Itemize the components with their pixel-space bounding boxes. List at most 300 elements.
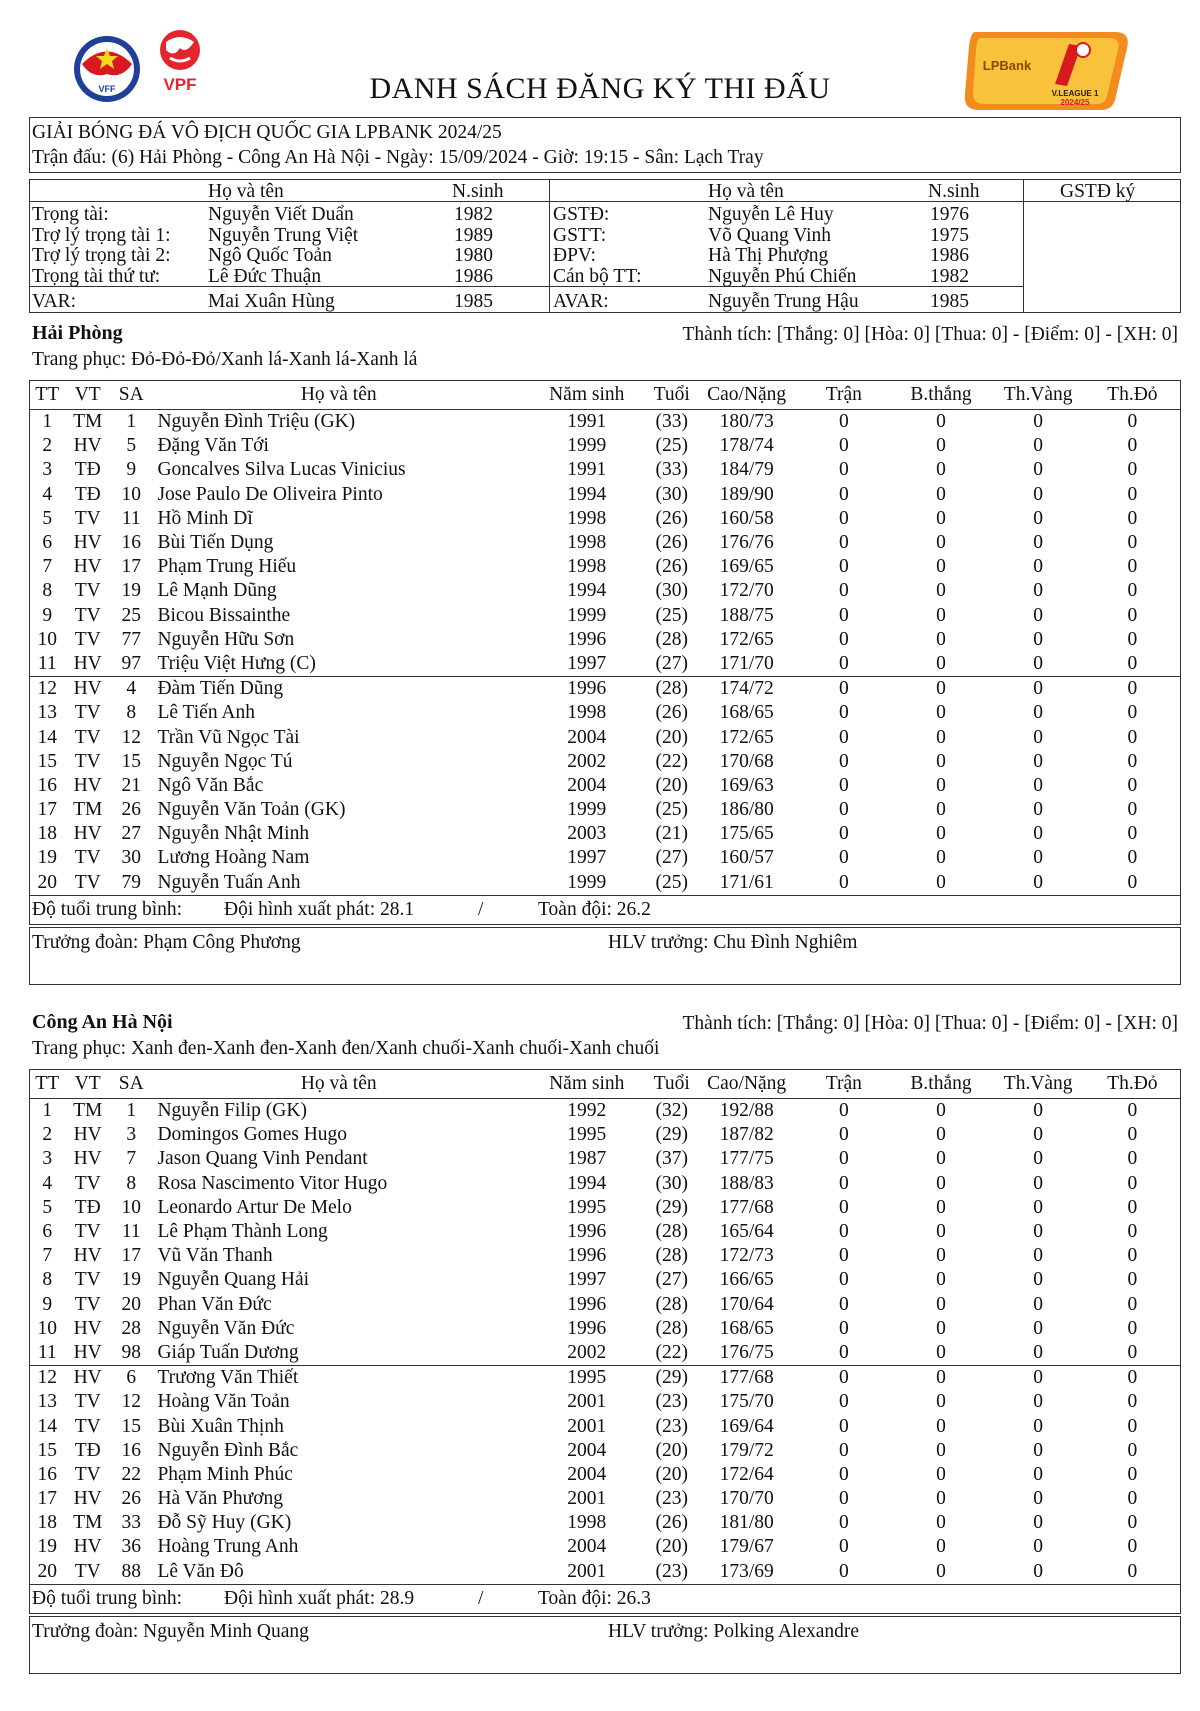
player-red-cards: 0	[1127, 1391, 1138, 1413]
player-player-name: Nguyễn Filip (GK)	[151, 1099, 526, 1124]
player-shirt-number: 20	[121, 1293, 141, 1315]
player-red-cards: 0	[1127, 774, 1138, 796]
player-goals: 0	[936, 652, 946, 674]
player-shirt-number: 17	[121, 556, 141, 578]
player-goals: 0	[936, 507, 946, 529]
player-height-weight: 172/70	[719, 580, 774, 602]
avar-born: 1985	[930, 291, 969, 312]
player-shirt-number: 22	[121, 1463, 141, 1485]
roster-header-row	[30, 1070, 1180, 1099]
player-player-name: Bicou Bissainthe	[157, 604, 291, 626]
player-tt: 15	[37, 1439, 57, 1461]
player-height-weight: 177/75	[719, 1148, 774, 1170]
player-birth-year: 2004	[567, 726, 607, 748]
player-matches: 0	[797, 410, 890, 435]
player-row	[30, 1293, 1180, 1317]
player-age: (25)	[655, 799, 688, 821]
player-shirt-number: 8	[126, 1172, 137, 1194]
player-red-cards: 0	[1085, 1099, 1180, 1124]
official-name: Võ Quang Vinh	[708, 224, 832, 246]
player-shirt-number: 36	[121, 1536, 141, 1558]
player-position: HV	[73, 1341, 102, 1363]
player-goals: 0	[936, 823, 946, 845]
player-player-name: Lê Phạm Thành Long	[157, 1221, 328, 1243]
player-position: HV	[73, 1124, 102, 1146]
player-red-cards: 0	[1127, 1148, 1138, 1170]
player-birth-year: 2001	[567, 1488, 607, 1510]
player-position: HV	[73, 823, 102, 845]
player-tt: 16	[37, 1463, 57, 1485]
player-yellow-cards: 0	[1033, 604, 1044, 626]
player-player-name: Nguyễn Đình Bắc	[157, 1439, 299, 1461]
player-yellow-cards: 0	[1033, 1391, 1044, 1413]
player-birth-year: 1999	[567, 435, 607, 457]
player-matches: 0	[838, 1463, 849, 1485]
player-row	[30, 1244, 1180, 1268]
player-position: TV	[74, 702, 101, 724]
player-row	[30, 1317, 1180, 1341]
column-header-birth-year: Năm sinh	[549, 1073, 625, 1094]
player-goals: 0	[936, 435, 946, 457]
player-height-weight: 172/73	[719, 1245, 774, 1267]
player-red-cards: 0	[1127, 799, 1138, 821]
player-height-weight: 165/64	[719, 1221, 774, 1243]
player-red-cards: 0	[1127, 652, 1138, 674]
player-yellow-cards: 0	[1033, 726, 1044, 748]
match-details: Trận đấu: (6) Hải Phòng - Công An Hà Nội - Ngày: 15/09/2024 - Giờ: 19:15 - Sân: Lạch Tray	[32, 147, 764, 168]
player-goals: 0	[936, 556, 946, 578]
player-goals: 0	[936, 1391, 946, 1413]
player-goals: 0	[936, 580, 946, 602]
player-shirt-number: 5	[126, 435, 137, 457]
player-row	[30, 750, 1180, 774]
player-yellow-cards: 0	[1033, 1196, 1044, 1218]
player-tt: 11	[37, 1341, 57, 1363]
player-birth-year: 1994	[567, 1172, 607, 1194]
player-matches: 0	[838, 774, 849, 796]
player-birth-year: 1999	[567, 799, 607, 821]
player-matches: 0	[838, 580, 849, 602]
player-birth-year: 2003	[567, 823, 607, 845]
player-shirt-number: 15	[121, 1415, 141, 1437]
player-matches: 0	[838, 507, 849, 529]
player-row	[30, 871, 1180, 895]
player-birth-year: 1991	[567, 459, 607, 481]
player-matches: 0	[838, 1439, 849, 1461]
player-birth-year: 1996	[567, 1221, 607, 1243]
player-age: (22)	[655, 1341, 688, 1363]
player-shirt-number: 1	[111, 410, 151, 435]
player-age: (29)	[647, 1366, 696, 1391]
player-yellow-cards: 0	[1033, 1415, 1044, 1437]
player-height-weight: 192/88	[696, 1099, 797, 1124]
player-birth-year: 2004	[567, 1463, 607, 1485]
player-tt: 2	[42, 1124, 53, 1146]
player-player-name: Rosa Nascimento Vitor Hugo	[157, 1172, 388, 1194]
player-shirt-number: 11	[121, 507, 141, 529]
player-red-cards: 0	[1127, 726, 1138, 748]
player-player-name: Đàm Tiến Dũng	[151, 677, 526, 702]
player-birth-year: 2004	[567, 1536, 607, 1558]
player-age: (20)	[655, 1439, 688, 1461]
player-age: (29)	[655, 1124, 688, 1146]
player-height-weight: 160/57	[719, 847, 774, 869]
player-age: (30)	[655, 580, 688, 602]
player-goals: 0	[936, 1196, 946, 1218]
average-age-team: Toàn đội: 26.2	[538, 898, 651, 920]
player-shirt-number: 17	[121, 1245, 141, 1267]
player-player-name: Phạm Trung Hiếu	[157, 556, 297, 578]
player-tt: 4	[42, 1172, 53, 1194]
svg-text:LPBank: LPBank	[982, 58, 1032, 73]
player-yellow-cards: 0	[992, 1099, 1085, 1124]
player-position: TM	[64, 410, 111, 435]
player-shirt-number: 30	[121, 847, 141, 869]
player-yellow-cards: 0	[1033, 799, 1044, 821]
player-yellow-cards: 0	[1033, 823, 1044, 845]
player-red-cards: 0	[1127, 1439, 1138, 1461]
player-player-name: Giáp Tuấn Dương	[157, 1341, 299, 1363]
player-matches: 0	[838, 1391, 849, 1413]
player-row	[30, 1366, 1180, 1391]
official-role: ĐPV:	[553, 245, 596, 266]
player-position: TV	[74, 726, 101, 748]
officials-header-name2: Họ và tên	[708, 181, 784, 202]
player-yellow-cards: 0	[1033, 1124, 1044, 1146]
player-row	[30, 1099, 1180, 1124]
player-matches: 0	[838, 604, 849, 626]
player-shirt-number: 19	[121, 1269, 141, 1291]
player-tt: 14	[37, 726, 57, 748]
player-age: (23)	[655, 1560, 688, 1582]
player-height-weight: 171/70	[719, 652, 774, 674]
player-position: TV	[74, 1391, 101, 1413]
player-row	[30, 434, 1180, 458]
team-manager: Trưởng đoàn: Nguyễn Minh Quang	[32, 1620, 309, 1642]
player-tt: 12	[30, 677, 64, 702]
svg-text:2024/25: 2024/25	[1060, 98, 1090, 107]
player-red-cards: 0	[1127, 483, 1138, 505]
player-player-name: Nguyễn Tuấn Anh	[157, 871, 301, 893]
player-age: (33)	[647, 410, 696, 435]
player-goals: 0	[936, 1221, 946, 1243]
player-red-cards: 0	[1127, 532, 1138, 554]
player-matches: 0	[838, 483, 849, 505]
player-yellow-cards: 0	[1033, 1148, 1044, 1170]
player-player-name: Nguyễn Đình Triệu (GK)	[151, 410, 526, 435]
player-yellow-cards: 0	[1033, 483, 1044, 505]
player-red-cards: 0	[1127, 1463, 1138, 1485]
player-goals: 0	[936, 702, 946, 724]
player-row	[30, 1487, 1180, 1511]
player-yellow-cards: 0	[1033, 435, 1044, 457]
team-kit: Trang phục: Xanh đen-Xanh đen-Xanh đen/Xanh chuối-Xanh chuối-Xanh chuối	[32, 1038, 660, 1059]
player-row	[30, 1463, 1180, 1487]
player-matches: 0	[838, 1293, 849, 1315]
player-yellow-cards: 0	[1033, 1221, 1044, 1243]
player-player-name: Lê Văn Đô	[157, 1560, 244, 1582]
player-row	[30, 410, 1180, 435]
player-height-weight: 188/75	[719, 604, 774, 626]
player-matches: 0	[838, 1245, 849, 1267]
player-yellow-cards: 0	[1033, 1172, 1044, 1194]
player-tt: 9	[42, 604, 53, 626]
player-goals: 0	[936, 483, 946, 505]
player-shirt-number: 10	[121, 1196, 141, 1218]
player-player-name: Domingos Gomes Hugo	[157, 1124, 348, 1146]
average-age-starting: Đội hình xuất phát: 28.9	[224, 1587, 415, 1609]
player-row	[30, 579, 1180, 603]
player-player-name: Bùi Xuân Thịnh	[157, 1415, 284, 1437]
player-shirt-number: 4	[111, 677, 151, 702]
player-yellow-cards: 0	[1033, 1245, 1044, 1267]
player-matches: 0	[838, 750, 849, 772]
team-achievement: Thành tích: [Thắng: 0] [Hòa: 0] [Thua: 0] - [Điểm: 0] - [XH: 0]	[682, 324, 1178, 345]
player-yellow-cards: 0	[1033, 1463, 1044, 1485]
svg-text:VFF: VFF	[98, 84, 116, 94]
official-born: 1980	[454, 245, 493, 266]
player-goals: 0	[936, 1439, 946, 1461]
player-player-name: Lương Hoàng Nam	[157, 847, 310, 869]
player-birth-year: 1992	[526, 1099, 647, 1124]
player-player-name: Vũ Văn Thanh	[157, 1245, 273, 1267]
player-position: TV	[74, 1293, 101, 1315]
player-position: HV	[73, 556, 102, 578]
player-height-weight: 184/79	[719, 459, 774, 481]
avar-role: AVAR:	[553, 291, 609, 312]
player-row	[30, 1439, 1180, 1463]
document-title: DANH SÁCH ĐĂNG KÝ THI ĐẤU	[369, 72, 831, 105]
player-tt: 13	[37, 1391, 57, 1413]
player-position: TM	[73, 799, 103, 821]
player-position: TV	[74, 1415, 101, 1437]
player-position: TM	[73, 1512, 103, 1534]
official-role: Cán bộ TT:	[553, 265, 642, 287]
player-tt: 1	[30, 1099, 64, 1124]
column-header-position: VT	[74, 384, 101, 405]
player-yellow-cards: 0	[1033, 1293, 1044, 1315]
player-goals: 0	[936, 1415, 946, 1437]
player-goals: 0	[936, 1172, 946, 1194]
svg-text:V.LEAGUE 1: V.LEAGUE 1	[1051, 89, 1099, 98]
player-player-name: Lê Tiến Anh	[157, 702, 255, 724]
avar-name: Nguyễn Trung Hậu	[708, 291, 859, 312]
column-header-height-weight: Cao/Nặng	[707, 384, 787, 405]
player-age: (20)	[655, 774, 688, 796]
player-height-weight: 177/68	[719, 1196, 774, 1218]
player-player-name: Leonardo Artur De Melo	[157, 1196, 352, 1218]
player-goals: 0	[936, 871, 946, 893]
officials-header-born2: N.sinh	[928, 181, 980, 202]
player-birth-year: 1999	[567, 871, 607, 893]
player-red-cards: 0	[1085, 677, 1180, 702]
player-position: TV	[74, 847, 101, 869]
player-age: (27)	[655, 652, 688, 674]
player-age: (28)	[655, 1221, 688, 1243]
player-matches: 0	[838, 799, 849, 821]
player-row	[30, 1268, 1180, 1292]
player-tt: 4	[42, 483, 53, 505]
player-age: (30)	[655, 483, 688, 505]
player-birth-year: 2001	[567, 1560, 607, 1582]
player-tt: 18	[37, 823, 57, 845]
player-red-cards: 0	[1127, 1488, 1138, 1510]
player-red-cards: 0	[1127, 823, 1138, 845]
player-red-cards: 0	[1127, 604, 1138, 626]
average-age-label: Độ tuổi trung bình:	[32, 898, 183, 920]
player-birth-year: 2002	[567, 1341, 607, 1363]
player-goals: 0	[936, 1317, 946, 1339]
player-shirt-number: 7	[126, 1148, 137, 1170]
player-age: (23)	[655, 1488, 688, 1510]
column-header-matches: Trận	[825, 384, 862, 405]
player-red-cards: 0	[1127, 1512, 1138, 1534]
player-age: (28)	[655, 1245, 688, 1267]
player-age: (27)	[655, 1269, 688, 1291]
player-matches: 0	[838, 1512, 849, 1534]
player-position: HV	[73, 435, 102, 457]
player-matches: 0	[838, 823, 849, 845]
player-age: (26)	[655, 1512, 688, 1534]
player-age: (32)	[647, 1099, 696, 1124]
player-goals: 0	[936, 1124, 946, 1146]
player-age: (20)	[655, 726, 688, 748]
player-player-name: Đặng Văn Tới	[157, 435, 269, 457]
player-tt: 18	[37, 1512, 57, 1534]
player-position: TĐ	[74, 1196, 101, 1218]
player-height-weight: 187/82	[719, 1124, 774, 1146]
player-matches: 0	[838, 1269, 849, 1291]
player-yellow-cards: 0	[1033, 1317, 1044, 1339]
player-age: (26)	[655, 507, 688, 529]
player-goals: 0	[936, 1341, 946, 1363]
player-row	[30, 1172, 1180, 1196]
player-age: (22)	[655, 750, 688, 772]
column-header-player-name: Họ và tên	[300, 1073, 377, 1094]
player-goals: 0	[936, 628, 946, 650]
player-height-weight: 180/73	[696, 410, 797, 435]
official-role: Trợ lý trọng tài 2:	[32, 245, 171, 266]
player-birth-year: 1994	[567, 483, 607, 505]
player-matches: 0	[838, 532, 849, 554]
player-height-weight: 171/61	[719, 871, 774, 893]
player-position: HV	[73, 1317, 102, 1339]
player-goals: 0	[936, 459, 946, 481]
player-age: (23)	[655, 1415, 688, 1437]
column-header-height-weight: Cao/Nặng	[707, 1073, 787, 1094]
player-tt: 16	[37, 774, 57, 796]
player-birth-year: 2001	[567, 1415, 607, 1437]
officials-header-name: Họ và tên	[208, 181, 284, 202]
player-position: TV	[74, 750, 101, 772]
player-goals: 0	[936, 750, 946, 772]
player-tt: 8	[42, 580, 53, 602]
player-yellow-cards: 0	[1033, 580, 1044, 602]
official-born: 1976	[930, 204, 969, 225]
player-goals: 0	[936, 1488, 946, 1510]
player-shirt-number: 26	[121, 799, 141, 821]
player-matches: 0	[838, 652, 849, 674]
player-red-cards: 0	[1127, 1536, 1138, 1558]
player-shirt-number: 10	[121, 483, 141, 505]
player-player-name: Nguyễn Ngọc Tú	[157, 750, 293, 772]
player-matches: 0	[838, 1124, 849, 1146]
player-position: TV	[74, 604, 101, 626]
player-tt: 3	[42, 1148, 53, 1170]
player-player-name: Jose Paulo De Oliveira Pinto	[157, 483, 383, 505]
player-player-name: Triệu Việt Hưng (C)	[157, 652, 316, 674]
player-shirt-number: 1	[111, 1099, 151, 1124]
player-birth-year: 1991	[526, 410, 647, 435]
player-goals: 0	[890, 410, 991, 435]
player-age: (27)	[655, 847, 688, 869]
player-shirt-number: 27	[121, 823, 141, 845]
player-matches: 0	[838, 1341, 849, 1363]
column-header-birth-year: Năm sinh	[549, 384, 625, 405]
player-goals: 0	[936, 532, 946, 554]
player-shirt-number: 19	[121, 580, 141, 602]
player-red-cards: 0	[1127, 459, 1138, 481]
roster-header-row	[30, 381, 1180, 410]
player-row	[30, 652, 1180, 677]
player-yellow-cards: 0	[992, 1366, 1085, 1391]
player-height-weight: 168/65	[719, 1317, 774, 1339]
player-position: TV	[74, 1221, 101, 1243]
head-coach: HLV trưởng: Polking Alexandre	[608, 1620, 860, 1642]
player-position: HV	[73, 1148, 102, 1170]
player-birth-year: 2004	[567, 774, 607, 796]
player-yellow-cards: 0	[1033, 532, 1044, 554]
player-row	[30, 677, 1180, 702]
player-height-weight: 176/76	[719, 532, 774, 554]
player-yellow-cards: 0	[1033, 652, 1044, 674]
player-birth-year: 1995	[567, 1196, 607, 1218]
player-yellow-cards: 0	[1033, 1439, 1044, 1461]
player-row	[30, 798, 1180, 822]
player-age: (28)	[655, 1317, 688, 1339]
player-yellow-cards: 0	[1033, 507, 1044, 529]
player-birth-year: 1995	[567, 1124, 607, 1146]
player-position: TV	[74, 628, 101, 650]
player-matches: 0	[797, 1099, 890, 1124]
player-red-cards: 0	[1127, 871, 1138, 893]
player-yellow-cards: 0	[1033, 847, 1044, 869]
officials-header-sign: GSTĐ ký	[1060, 181, 1136, 202]
var-role: VAR:	[32, 291, 77, 312]
player-height-weight: 175/65	[719, 823, 774, 845]
player-red-cards: 0	[1127, 1221, 1138, 1243]
player-matches: 0	[838, 459, 849, 481]
player-tt: 1	[30, 410, 64, 435]
official-born: 1986	[454, 265, 493, 287]
player-tt: 3	[42, 459, 53, 481]
player-matches: 0	[838, 1560, 849, 1582]
team-achievement: Thành tích: [Thắng: 0] [Hòa: 0] [Thua: 0] - [Điểm: 0] - [XH: 0]	[682, 1013, 1178, 1034]
player-birth-year: 1996	[567, 628, 607, 650]
player-row	[30, 1123, 1180, 1147]
player-goals: 0	[936, 1463, 946, 1485]
player-yellow-cards: 0	[1033, 628, 1044, 650]
player-height-weight: 175/70	[719, 1391, 774, 1413]
player-shirt-number: 6	[111, 1366, 151, 1391]
official-name: Lê Đức Thuận	[208, 265, 322, 287]
player-shirt-number: 16	[121, 1439, 141, 1461]
player-age: (28)	[655, 1293, 688, 1315]
player-birth-year: 1994	[567, 580, 607, 602]
player-row	[30, 1511, 1180, 1535]
player-goals: 0	[890, 677, 991, 702]
official-role: Trợ lý trọng tài 1:	[32, 224, 171, 246]
